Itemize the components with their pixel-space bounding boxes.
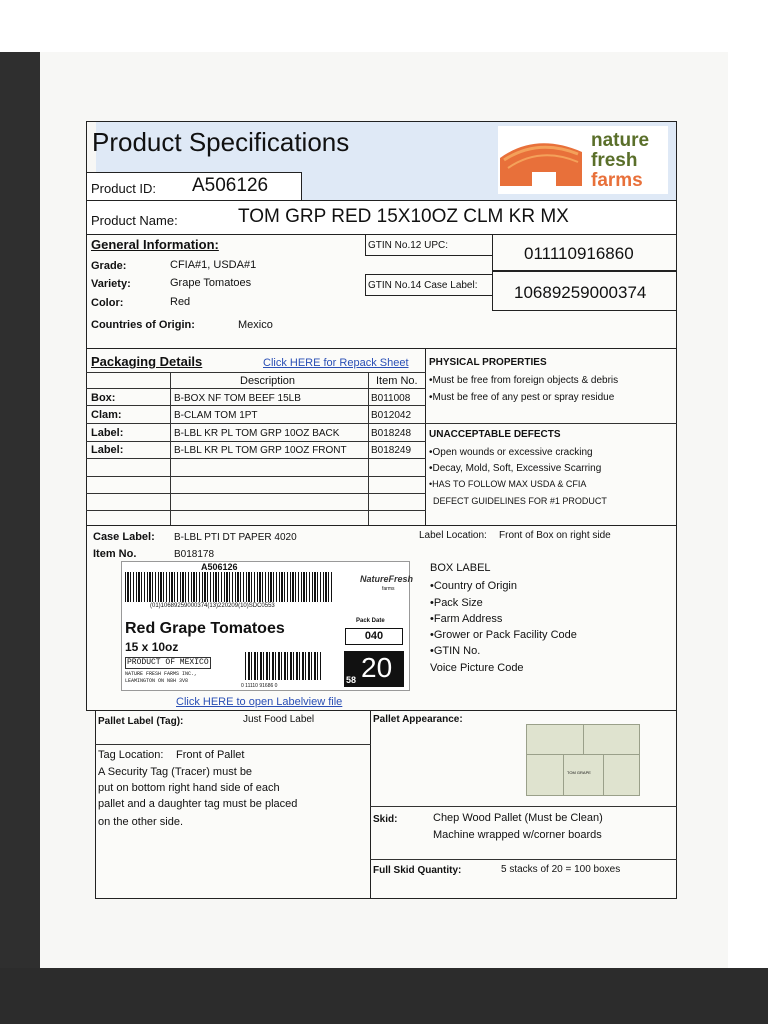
tag-note-line: pallet and a daughter tag must be placed xyxy=(98,798,298,810)
gs1-text: (01)10689259000374(13)220209(10)SDC0553 xyxy=(150,603,275,609)
label-location-label: Label Location: xyxy=(419,530,487,541)
pkg-row-type: Clam: xyxy=(91,409,122,421)
label-grower-1: NATURE FRESH FARMS INC., xyxy=(125,671,198,677)
general-info-heading: General Information: xyxy=(91,237,219,252)
col-item-no: Item No. xyxy=(376,375,418,387)
pkg-row-description: B-BOX NF TOM BEEF 15LB xyxy=(174,393,301,404)
pallet-tag-value: Just Food Label xyxy=(243,714,315,725)
product-name-label: Product Name: xyxy=(91,213,178,228)
box-label-heading: BOX LABEL xyxy=(430,562,491,574)
box-label-item: •Pack Size xyxy=(430,597,483,609)
label-grower-2: LEAMINGTON ON N8H 3V8 xyxy=(125,678,189,684)
pkg-row-item: B018248 xyxy=(371,428,412,439)
gs1-barcode xyxy=(125,572,333,602)
label-code: A506126 xyxy=(201,562,238,572)
skid-line-2: Machine wrapped w/corner boards xyxy=(433,829,602,841)
logo-word-fresh: fresh xyxy=(591,150,638,171)
upc-barcode xyxy=(245,652,321,680)
tag-location-value: Front of Pallet xyxy=(176,749,245,761)
tag-location-label: Tag Location: xyxy=(98,749,164,761)
item-no-label: Item No. xyxy=(93,548,137,560)
product-id: A506126 xyxy=(192,175,269,196)
defects-heading: UNACCEPTABLE DEFECTS xyxy=(429,429,561,440)
skid-label: Skid: xyxy=(373,814,398,825)
pkg-row-type: Label: xyxy=(91,444,124,456)
label-origin: PRODUCT OF MEXICO xyxy=(127,658,209,667)
origin-value: Mexico xyxy=(238,319,273,331)
tag-note-line: put on bottom right hand side of each xyxy=(98,782,280,794)
pkg-row-description: B-CLAM TOM 1PT xyxy=(174,410,258,421)
defect-item: •Open wounds or excessive cracking xyxy=(429,447,593,458)
page-title: Product Specifications xyxy=(92,127,350,157)
voice-pick-small: 58 xyxy=(346,675,357,685)
box-label-item: •Country of Origin xyxy=(430,580,517,592)
box-label-item: •Farm Address xyxy=(430,613,503,625)
item-no-value: B018178 xyxy=(174,549,215,560)
physical-item: •Must be free from foreign objects & debris xyxy=(429,375,619,386)
pkg-row-description: B-LBL KR PL TOM GRP 10OZ FRONT xyxy=(174,445,347,456)
box-label-item: •Grower or Pack Facility Code xyxy=(430,629,577,641)
gtin12-label: GTIN No.12 UPC: xyxy=(368,240,449,251)
grade-value: CFIA#1, USDA#1 xyxy=(170,259,257,271)
gtin14-value: 10689259000374 xyxy=(514,283,647,302)
full-skid-qty-value: 5 stacks of 20 = 100 boxes xyxy=(501,864,621,875)
repack-sheet-link[interactable]: Click HERE for Repack Sheet xyxy=(263,357,409,369)
variety-value: Grape Tomatoes xyxy=(170,277,252,289)
label-location-value: Front of Box on right side xyxy=(499,530,611,541)
logo-word-nature: nature xyxy=(591,130,650,151)
label-brand-sub: farms xyxy=(382,586,395,592)
gtin14-label: GTIN No.14 Case Label: xyxy=(368,280,478,291)
tag-note-line: A Security Tag (Tracer) must be xyxy=(98,766,253,778)
case-label-value: B-LBL PTI DT PAPER 4020 xyxy=(174,532,297,543)
pallet-tag-label: Pallet Label (Tag): xyxy=(98,716,184,727)
grade-label: Grade: xyxy=(91,260,127,272)
pallet-appearance-label: Pallet Appearance: xyxy=(373,714,463,725)
pkg-row-item: B018249 xyxy=(371,445,412,456)
pkg-row-description: B-LBL KR PL TOM GRP 10OZ BACK xyxy=(174,428,340,439)
col-description: Description xyxy=(240,375,296,387)
defect-item: •HAS TO FOLLOW MAX USDA & CFIA xyxy=(429,479,587,489)
product-id-label: Product ID: xyxy=(91,181,157,196)
pkg-row-item: B011008 xyxy=(371,393,411,404)
voice-pick-big: 20 xyxy=(361,652,393,683)
upc-digits: 0 11110 91686 0 xyxy=(241,683,278,689)
tag-note-line: on the other side. xyxy=(98,816,184,828)
case-label-label: Case Label: xyxy=(93,531,155,543)
origin-label: Countries of Origin: xyxy=(91,319,195,331)
logo-word-farms: farms xyxy=(591,170,643,191)
gtin12-value: 011110916860 xyxy=(524,244,634,263)
box-label-item: •GTIN No. xyxy=(430,645,481,657)
pkg-row-type: Label: xyxy=(91,427,124,439)
color-label: Color: xyxy=(91,297,124,309)
color-value: Red xyxy=(170,296,191,308)
pkg-row-type: Box: xyxy=(91,392,116,404)
physical-item: •Must be free of any pest or spray residue xyxy=(429,392,615,403)
label-brand: NatureFresh xyxy=(360,574,414,584)
label-product: Red Grape Tomatoes xyxy=(125,620,285,637)
physical-heading: PHYSICAL PROPERTIES xyxy=(429,357,547,368)
product-name: TOM GRP RED 15X10OZ CLM KR MX xyxy=(238,206,569,227)
variety-label: Variety: xyxy=(91,278,131,290)
packaging-heading: Packaging Details xyxy=(91,354,203,369)
pallet-image-text: TOM GRAPE xyxy=(567,770,591,775)
defect-item: •Decay, Mold, Soft, Excessive Scarring xyxy=(429,463,602,474)
pkg-row-item: B012042 xyxy=(371,410,412,421)
box-label-item: Voice Picture Code xyxy=(430,662,524,674)
label-size: 15 x 10oz xyxy=(125,640,179,654)
defect-item: DEFECT GUIDELINES FOR #1 PRODUCT xyxy=(433,496,607,506)
labelview-link[interactable]: Click HERE to open Labelview file xyxy=(176,696,343,708)
pack-date: 040 xyxy=(345,628,403,645)
pack-date-label: Pack Date xyxy=(356,618,385,624)
full-skid-qty-label: Full Skid Quantity: xyxy=(373,865,462,876)
skid-line-1: Chep Wood Pallet (Must be Clean) xyxy=(433,812,603,824)
